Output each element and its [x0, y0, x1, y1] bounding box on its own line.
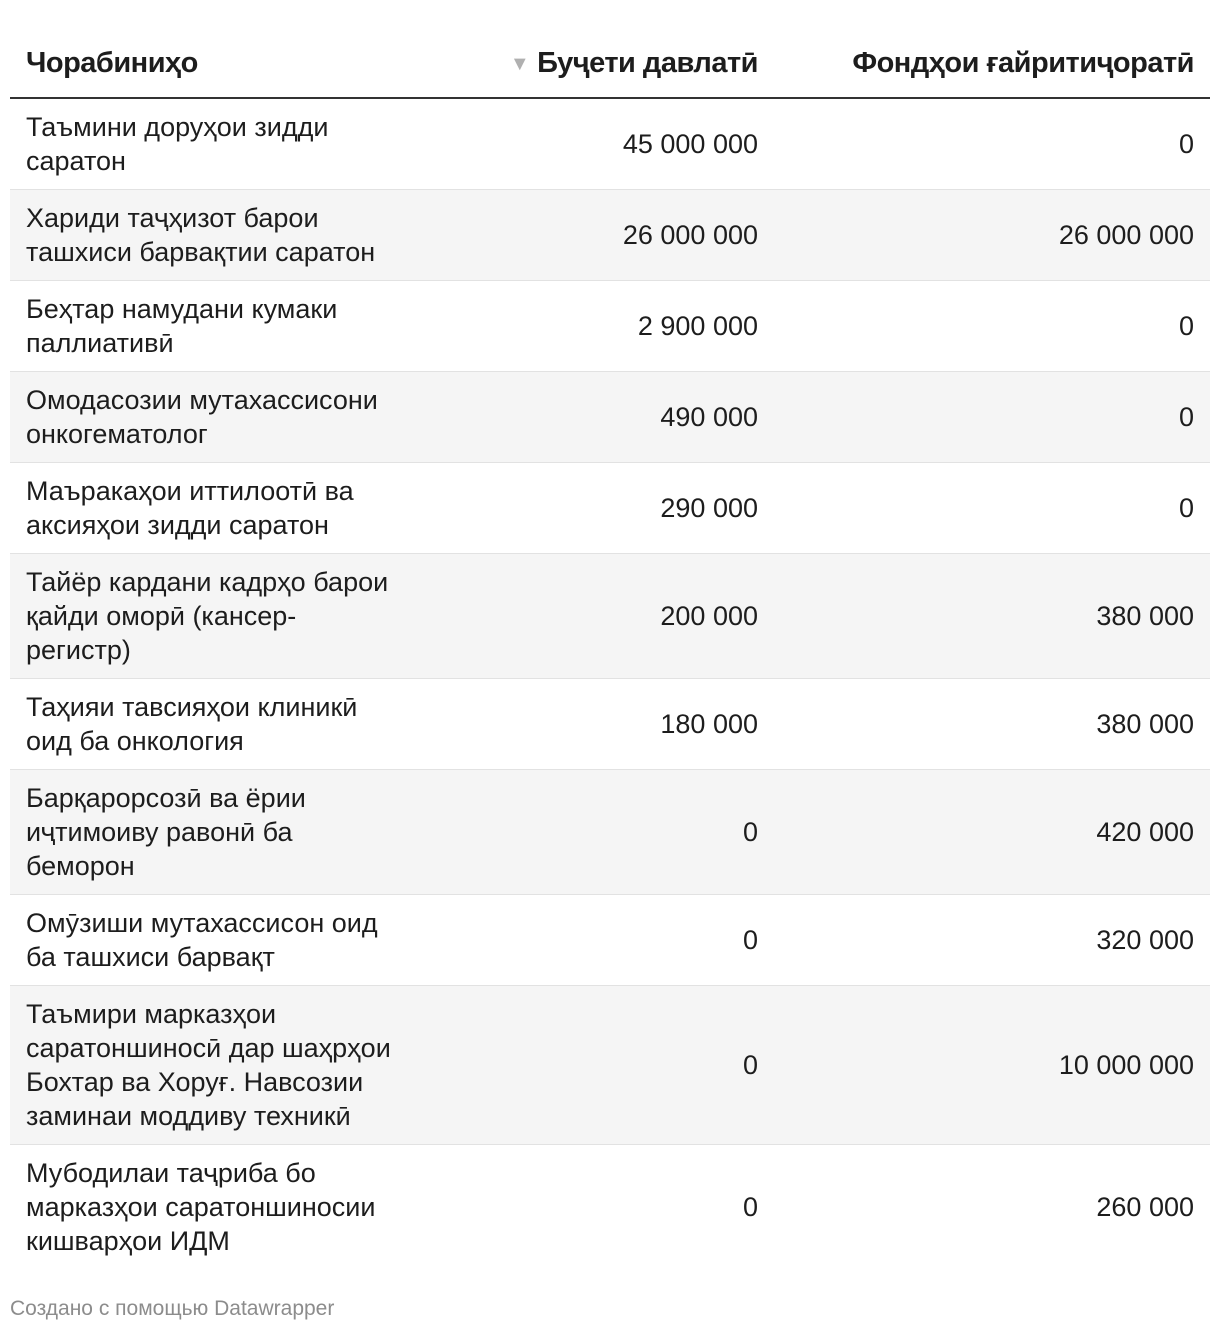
table-row [10, 554, 1210, 679]
cell-ngo-funds: 0 [765, 463, 1210, 554]
table-header [10, 30, 1210, 98]
cell-ngo-funds: 420 000 [765, 770, 1210, 895]
table-row [10, 1145, 1210, 1270]
column-header-ngo-funds[interactable]: Фондҳои ғайритиҷоратӣ [765, 30, 1210, 98]
cell-measure-name: Маъракаҳои иттилоотӣ ва аксияҳои зидди саратон [10, 463, 420, 554]
cell-state-budget: 290 000 [420, 463, 765, 554]
data-table-container [10, 30, 1210, 1269]
cell-state-budget: 0 [420, 1145, 765, 1270]
cell-ngo-funds: 380 000 [765, 679, 1210, 770]
table-row [10, 372, 1210, 463]
cell-ngo-funds: 10 000 000 [765, 986, 1210, 1145]
cell-ngo-funds: 0 [765, 98, 1210, 190]
table-row [10, 190, 1210, 281]
cell-state-budget: 0 [420, 770, 765, 895]
cell-ngo-funds: 260 000 [765, 1145, 1210, 1270]
cell-ngo-funds: 0 [765, 281, 1210, 372]
cell-measure-name: Хариди таҷҳизот барои ташхиси барвақтии саратон [10, 190, 420, 281]
column-header-state-budget[interactable] [420, 30, 765, 98]
cell-state-budget: 0 [420, 895, 765, 986]
header-row [10, 30, 1210, 98]
cell-state-budget: 490 000 [420, 372, 765, 463]
cell-ngo-funds: 320 000 [765, 895, 1210, 986]
cell-measure-name: Таҳияи тавсияҳои клиникӣ оид ба онкология [10, 679, 420, 770]
cell-ngo-funds: 380 000 [765, 554, 1210, 679]
cell-state-budget: 0 [420, 986, 765, 1145]
table-body [10, 98, 1210, 1269]
table-row [10, 895, 1210, 986]
cell-measure-name: Барқарорсозӣ ва ёрии иҷтимоиву равонӣ ба беморон [10, 770, 420, 895]
table-row [10, 98, 1210, 190]
column-header-name[interactable]: Чорабиниҳо [10, 30, 420, 98]
cell-state-budget: 45 000 000 [420, 98, 765, 190]
datawrapper-credit[interactable]: Создано с помощью Datawrapper [10, 1297, 335, 1320]
column-header-state-budget-label: Буҷети давлатӣ [537, 47, 758, 79]
table-row [10, 679, 1210, 770]
cell-measure-name: Мубодилаи таҷриба бо марказҳои саратоншиносии кишварҳои ИДМ [10, 1145, 420, 1270]
table-row [10, 770, 1210, 895]
table-row [10, 281, 1210, 372]
cell-state-budget: 26 000 000 [420, 190, 765, 281]
cell-ngo-funds: 26 000 000 [765, 190, 1210, 281]
cell-state-budget: 180 000 [420, 679, 765, 770]
cell-measure-name: Омодасозии мутахассисони онкогематолог [10, 372, 420, 463]
table-row [10, 986, 1210, 1145]
cell-measure-name: Омӯзиши мутахассисон оид ба ташхиси барвақт [10, 895, 420, 986]
table-row [10, 463, 1210, 554]
sort-descending-icon: ▼ [509, 53, 530, 75]
cell-ngo-funds: 0 [765, 372, 1210, 463]
cell-measure-name: Тайёр кардани кадрҳо барои қайди оморӣ (кансер-регистр) [10, 554, 420, 679]
cell-measure-name: Беҳтар намудани кумаки паллиативӣ [10, 281, 420, 372]
cell-measure-name: Таъмини доруҳои зидди саратон [10, 98, 420, 190]
cell-measure-name: Таъмири марказҳои саратоншиносӣ дар шаҳрҳои Бохтар ва Хоруғ. Навсозии заминаи моддиву техникӣ [10, 986, 420, 1145]
cell-state-budget: 200 000 [420, 554, 765, 679]
data-table [10, 30, 1210, 1269]
cell-state-budget: 2 900 000 [420, 281, 765, 372]
